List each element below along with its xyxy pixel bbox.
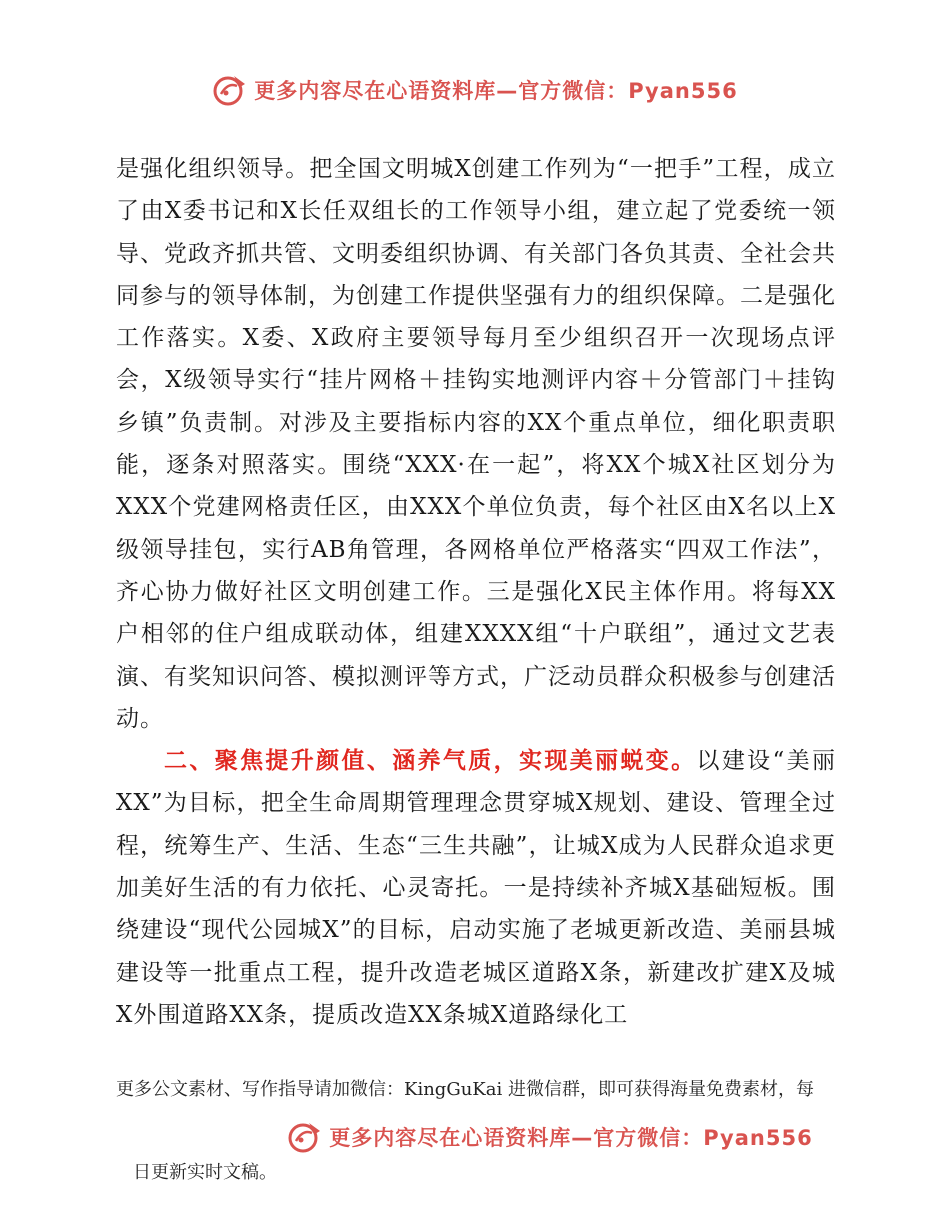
- paragraph-2-text: 以建设“美丽XX”为目标，把全生命周期管理理念贯穿城X规划、建设、管理全过程，统筹生产、生活、生态“三生共融”，让城X成为人民群众追求更加美好生活的有力依托、心灵寄托。一是持续补齐城X基础短板。围绕建设“现代公园城X”的目标，启动实施了老城更新改造、美丽县城建设等一批重点工程，提升改造老城区道路X条，新建改扩建X及城X外围道路XX条，提质改造XX条城X道路绿化工: [116, 748, 837, 1028]
- paragraph-1: 是强化组织领导。把全国文明城X创建工作列为“一把手”工程，成立了由X委书记和X长任双组长的工作领导小组，建立起了党委统一领导、党政齐抓共管、文明委组织协调、有关部门各负其责、全社会共同参与的领导体制，为创建工作提供坚强有力的组织保障。二是强化工作落实。X委、X政府主要领导每月至少组织召开一次现场点评会，X级领导实行“挂片网格＋挂钩实地测评内容＋分管部门＋挂钩乡镇”负责制。对涉及主要指标内容的XX个重点单位，细化职责职能，逐条对照落实。围绕“XXX·在一起”，将XX个城X社区划分为XXX个党建网格责任区，由XXX个单位负责，每个社区由X名以上X级领导挂包，实行AB角管理，各网格单位严格落实“四双工作法”，齐心协力做好社区文明创建工作。三是强化X民主体作用。将每XX户相邻的住户组成联动体，组建XXXX组“十户联组”，通过文艺表演、有奖知识问答、模拟测评等方式，广泛动员群众积极参与创建活动。: [116, 156, 836, 732]
- section-heading: 二、聚焦提升颜值、涵养气质，实现美丽蜕变。: [164, 747, 697, 775]
- bottom-banner: [75, 1117, 950, 1157]
- footer-note: 更多公文素材、写作指导请加微信：KingGuKai 进微信群，即可获得海量免费素材，每: [116, 1079, 814, 1100]
- banner-text: 更多内容尽在心语资料库—官方微信：Pyan556: [254, 79, 738, 103]
- banner-text: 更多内容尽在心语资料库—官方微信：Pyan556: [329, 1126, 813, 1150]
- paragraph-2: [116, 740, 836, 1036]
- footer-note-continued: 日更新实时文稿。: [133, 1162, 277, 1183]
- document-body: [116, 148, 836, 1036]
- brand-logo-icon: [287, 1119, 323, 1155]
- brand-logo-icon: [212, 72, 248, 108]
- top-banner: [0, 70, 950, 110]
